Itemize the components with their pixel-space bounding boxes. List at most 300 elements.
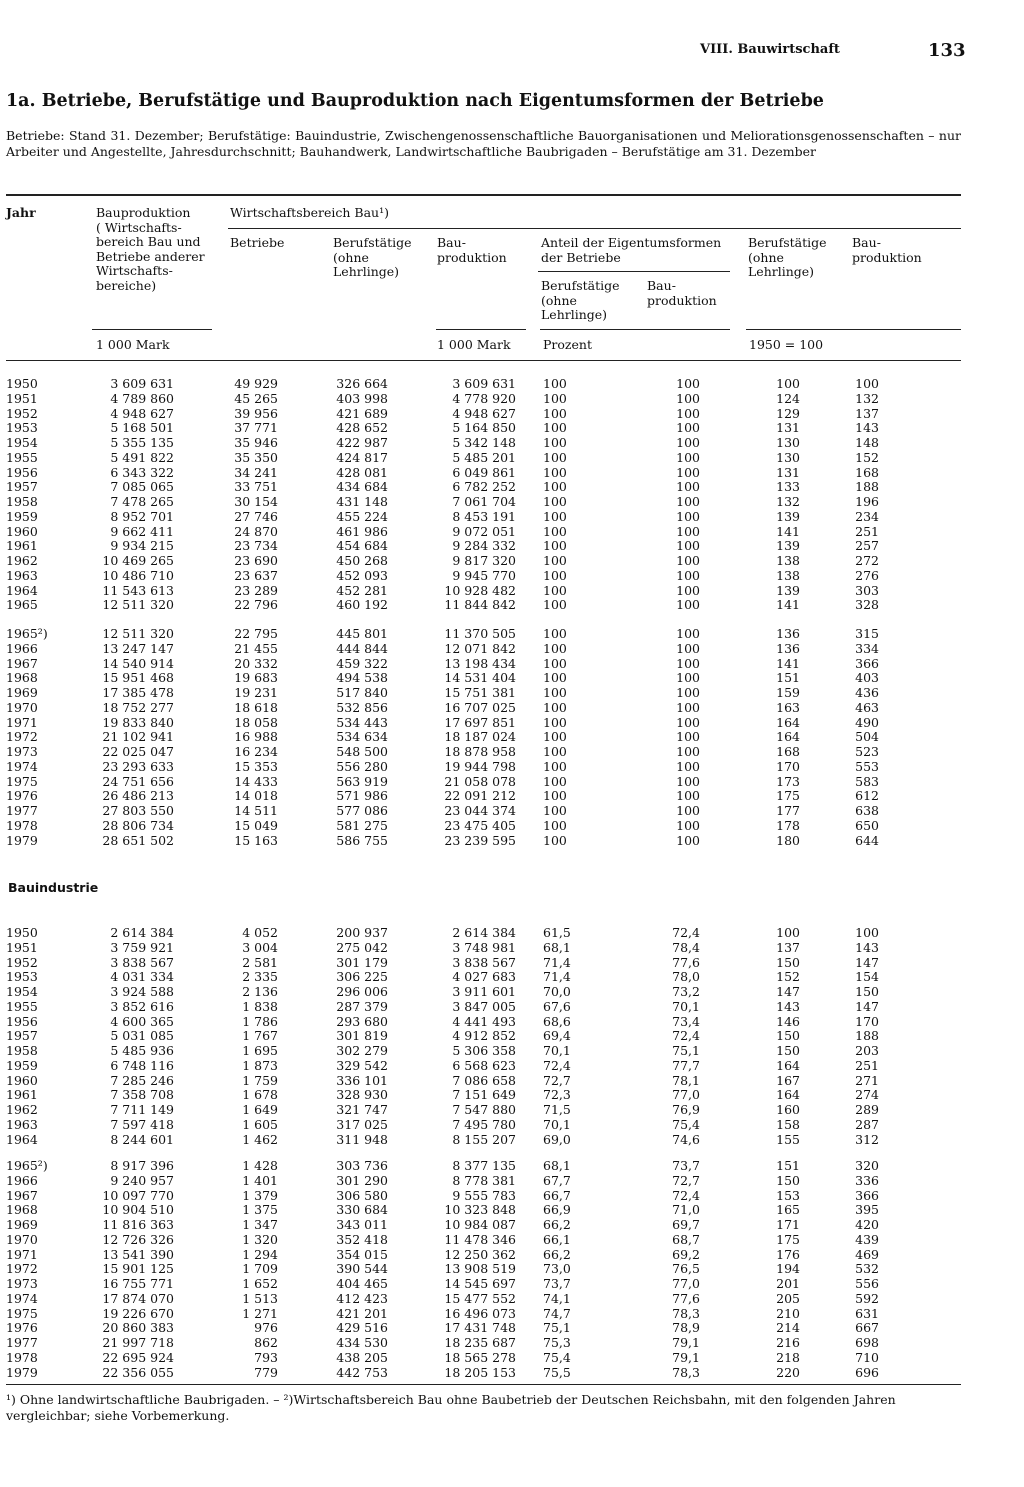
cell-anteil-berufstaetige: 70,0 [543, 984, 571, 999]
cell-anteil-berufstaetige: 66,7 [543, 1187, 571, 1203]
cell-anteil-berufstaetige: 100 [543, 832, 567, 848]
cell-anteil-berufstaetige: 68,1 [543, 939, 571, 955]
cell-anteil-berufstaetige: 71,4 [543, 969, 571, 985]
cell-bauproduktion: 10 984 087 [444, 1217, 516, 1232]
cell-index-bauproduktion: 147 [855, 998, 879, 1014]
cell-betriebe: 1 709 [242, 1261, 278, 1277]
cell-index-bauproduktion: 168 [855, 464, 879, 480]
cell-anteil-berufstaetige: 100 [543, 803, 567, 818]
cell-berufstaetige: 421 201 [336, 1305, 388, 1321]
cell-anteil-berufstaetige: 100 [543, 729, 567, 745]
cell-index-berufstaetige: 216 [776, 1335, 800, 1350]
cell-bauproduktion-gesamt: 10 904 510 [102, 1202, 174, 1218]
cell-berufstaetige: 431 148 [336, 494, 388, 509]
cell-index-bauproduktion: 100 [855, 376, 879, 391]
cell-jahr: 1966 [6, 640, 38, 656]
cell-betriebe: 1 649 [242, 1102, 278, 1117]
cell-index-bauproduktion: 274 [855, 1087, 879, 1103]
cell-index-berufstaetige: 147 [776, 984, 800, 999]
cell-anteil-bauproduktion: 100 [676, 494, 700, 509]
cell-anteil-berufstaetige: 100 [543, 508, 567, 524]
cell-berufstaetige: 303 736 [336, 1158, 388, 1173]
cell-jahr: 1977 [6, 1335, 38, 1350]
cell-index-berufstaetige: 158 [776, 1116, 800, 1132]
cell-jahr: 1962 [6, 553, 38, 568]
cell-betriebe: 1 294 [242, 1246, 278, 1262]
col-header-anteil: Anteil der Eigentumsformen der Betriebe [541, 235, 722, 265]
cell-betriebe: 49 929 [234, 376, 278, 391]
cell-index-berufstaetige: 168 [776, 744, 800, 759]
cell-betriebe: 1 271 [242, 1305, 278, 1321]
cell-bauproduktion: 9 072 051 [452, 523, 516, 539]
cell-anteil-bauproduktion: 100 [676, 464, 700, 480]
cell-bauproduktion: 12 250 362 [444, 1246, 516, 1262]
cell-betriebe: 1 786 [242, 1013, 278, 1029]
cell-anteil-berufstaetige: 72,4 [543, 1057, 571, 1073]
cell-berufstaetige: 317 025 [336, 1116, 388, 1132]
cell-betriebe: 23 734 [234, 538, 278, 554]
table-row [0, 569, 1024, 584]
cell-betriebe: 16 234 [234, 744, 278, 759]
table-row [0, 716, 1024, 731]
cell-index-bauproduktion: 188 [855, 479, 879, 495]
cell-bauproduktion-gesamt: 20 860 383 [102, 1320, 174, 1336]
cell-betriebe: 18 058 [234, 714, 278, 730]
table-row [0, 1174, 1024, 1189]
table-row [0, 495, 1024, 510]
cell-index-berufstaetige: 164 [776, 714, 800, 730]
cell-anteil-berufstaetige: 100 [543, 523, 567, 539]
table-block-total-1950-1965 [0, 377, 1024, 613]
table-row [0, 1133, 1024, 1148]
cell-betriebe: 2 136 [242, 984, 278, 999]
cell-index-berufstaetige: 205 [776, 1290, 800, 1306]
cell-index-berufstaetige: 163 [776, 699, 800, 715]
cell-jahr: 1974 [6, 758, 38, 774]
cell-bauproduktion: 14 545 697 [444, 1276, 516, 1291]
cell-jahr: 1975 [6, 773, 38, 789]
cell-berufstaetige: 534 634 [336, 729, 388, 745]
cell-bauproduktion-gesamt: 5 168 501 [110, 420, 174, 436]
cell-index-bauproduktion: 631 [855, 1305, 879, 1321]
cell-index-berufstaetige: 139 [776, 582, 800, 598]
cell-bauproduktion: 6 782 252 [452, 479, 516, 495]
cell-betriebe: 45 265 [234, 390, 278, 406]
table-row [0, 392, 1024, 407]
cell-index-berufstaetige: 167 [776, 1072, 800, 1088]
col-header-berufstaetige: Berufstätige (ohne Lehrlinge) [333, 235, 412, 279]
cell-betriebe: 1 652 [242, 1276, 278, 1291]
header-rule-anteil [538, 271, 730, 272]
cell-berufstaetige: 532 856 [336, 699, 388, 715]
cell-jahr: 1958 [6, 1043, 38, 1058]
cell-bauproduktion-gesamt: 7 285 246 [110, 1072, 174, 1088]
cell-index-bauproduktion: 532 [855, 1261, 879, 1277]
table-row [0, 451, 1024, 466]
cell-anteil-berufstaetige: 100 [543, 390, 567, 406]
cell-anteil-bauproduktion: 73,7 [672, 1158, 700, 1173]
cell-anteil-bauproduktion: 100 [676, 449, 700, 465]
cell-index-bauproduktion: 366 [855, 655, 879, 671]
cell-anteil-berufstaetige: 71,5 [543, 1102, 571, 1117]
footnotes: ¹) Ohne landwirtschaftliche Baubrigaden. – ²)Wirtschaftsbereich Bau ohne Baubetrieb der Deutschen Reichsbahn, mit den folgenden Jahren vergleichbar; siehe Vorbemerkung. [6, 1392, 896, 1423]
cell-betriebe: 1 320 [242, 1231, 278, 1247]
cell-bauproduktion-gesamt: 7 711 149 [110, 1102, 174, 1117]
cell-betriebe: 1 513 [242, 1290, 278, 1306]
cell-anteil-berufstaetige: 100 [543, 479, 567, 495]
cell-betriebe: 1 462 [242, 1131, 278, 1147]
cell-bauproduktion: 18 187 024 [444, 729, 516, 745]
cell-index-berufstaetige: 176 [776, 1246, 800, 1262]
cell-bauproduktion: 6 049 861 [452, 464, 516, 480]
cell-jahr: 1976 [6, 788, 38, 804]
cell-index-bauproduktion: 696 [855, 1364, 879, 1380]
cell-anteil-berufstaetige: 66,2 [543, 1217, 571, 1232]
table-row [0, 510, 1024, 525]
cell-berufstaetige: 517 840 [336, 685, 388, 700]
cell-index-bauproduktion: 336 [855, 1172, 879, 1188]
cell-jahr: 1950 [6, 925, 38, 940]
cell-index-berufstaetige: 132 [776, 494, 800, 509]
cell-index-berufstaetige: 173 [776, 773, 800, 789]
cell-jahr: 1956 [6, 1013, 38, 1029]
cell-anteil-bauproduktion: 100 [676, 626, 700, 641]
cell-bauproduktion: 9 284 332 [452, 538, 516, 554]
cell-bauproduktion: 5 342 148 [452, 435, 516, 450]
cell-bauproduktion: 13 908 519 [444, 1261, 516, 1277]
cell-bauproduktion-gesamt: 3 838 567 [110, 954, 174, 970]
cell-anteil-berufstaetige: 75,5 [543, 1364, 571, 1380]
cell-index-berufstaetige: 138 [776, 567, 800, 583]
cell-index-berufstaetige: 210 [776, 1305, 800, 1321]
cell-anteil-bauproduktion: 78,3 [672, 1305, 700, 1321]
cell-jahr: 1970 [6, 1231, 38, 1247]
cell-betriebe: 18 618 [234, 699, 278, 715]
cell-bauproduktion: 11 478 346 [444, 1231, 516, 1247]
cell-jahr: 1957 [6, 1028, 38, 1044]
cell-bauproduktion-gesamt: 11 543 613 [102, 582, 174, 598]
cell-jahr: 1951 [6, 390, 38, 406]
table-row [0, 956, 1024, 971]
cell-index-berufstaetige: 159 [776, 685, 800, 700]
cell-bauproduktion-gesamt: 13 541 390 [102, 1246, 174, 1262]
cell-index-bauproduktion: 650 [855, 817, 879, 833]
cell-berufstaetige: 452 093 [336, 567, 388, 583]
cell-index-berufstaetige: 100 [776, 925, 800, 940]
cell-index-berufstaetige: 194 [776, 1261, 800, 1277]
cell-anteil-berufstaetige: 69,0 [543, 1131, 571, 1147]
cell-index-bauproduktion: 556 [855, 1276, 879, 1291]
table-row [0, 1103, 1024, 1118]
cell-berufstaetige: 445 801 [336, 626, 388, 641]
cell-index-berufstaetige: 150 [776, 954, 800, 970]
cell-anteil-bauproduktion: 100 [676, 744, 700, 759]
cell-anteil-bauproduktion: 78,9 [672, 1320, 700, 1336]
cell-anteil-bauproduktion: 77,0 [672, 1087, 700, 1103]
table-row [0, 1088, 1024, 1103]
cell-index-berufstaetige: 175 [776, 788, 800, 804]
cell-betriebe: 1 767 [242, 1028, 278, 1044]
cell-betriebe: 35 350 [234, 449, 278, 465]
cell-index-bauproduktion: 276 [855, 567, 879, 583]
cell-index-bauproduktion: 303 [855, 582, 879, 598]
cell-bauproduktion-gesamt: 5 031 085 [110, 1028, 174, 1044]
cell-bauproduktion: 6 568 623 [452, 1057, 516, 1073]
cell-berufstaetige: 577 086 [336, 803, 388, 818]
cell-bauproduktion-gesamt: 16 755 771 [102, 1276, 174, 1291]
cell-index-berufstaetige: 171 [776, 1217, 800, 1232]
table-row [0, 1336, 1024, 1351]
cell-anteil-bauproduktion: 100 [676, 582, 700, 598]
cell-jahr: 1962 [6, 1102, 38, 1117]
cell-anteil-berufstaetige: 100 [543, 449, 567, 465]
cell-index-berufstaetige: 178 [776, 817, 800, 833]
cell-bauproduktion: 7 151 649 [452, 1087, 516, 1103]
cell-index-bauproduktion: 436 [855, 685, 879, 700]
cell-bauproduktion: 22 091 212 [444, 788, 516, 804]
cell-betriebe: 3 004 [242, 939, 278, 955]
cell-jahr: 1965²) [6, 1158, 48, 1173]
table-row [0, 1015, 1024, 1030]
cell-index-bauproduktion: 523 [855, 744, 879, 759]
table-block-total-1965-1979 [0, 627, 1024, 848]
cell-anteil-bauproduktion: 79,1 [672, 1349, 700, 1365]
cell-bauproduktion-gesamt: 17 385 478 [102, 685, 174, 700]
cell-bauproduktion-gesamt: 4 031 334 [110, 969, 174, 985]
cell-betriebe: 37 771 [234, 420, 278, 436]
cell-anteil-berufstaetige: 100 [543, 494, 567, 509]
cell-anteil-berufstaetige: 100 [543, 582, 567, 598]
cell-index-bauproduktion: 644 [855, 832, 879, 848]
cell-betriebe: 23 289 [234, 582, 278, 598]
cell-anteil-bauproduktion: 72,4 [672, 1028, 700, 1044]
cell-index-bauproduktion: 196 [855, 494, 879, 509]
cell-betriebe: 15 163 [234, 832, 278, 848]
cell-berufstaetige: 548 500 [336, 744, 388, 759]
cell-berufstaetige: 442 753 [336, 1364, 388, 1380]
cell-anteil-bauproduktion: 100 [676, 714, 700, 730]
table-block-bauindustrie-1965-1979 [0, 1159, 1024, 1380]
cell-berufstaetige: 403 998 [336, 390, 388, 406]
table-row [0, 1074, 1024, 1089]
cell-berufstaetige: 438 205 [336, 1349, 388, 1365]
cell-jahr: 1965²) [6, 626, 48, 641]
cell-bauproduktion-gesamt: 7 597 418 [110, 1116, 174, 1132]
table-row [0, 775, 1024, 790]
cell-anteil-bauproduktion: 78,3 [672, 1364, 700, 1380]
cell-index-berufstaetige: 175 [776, 1231, 800, 1247]
cell-betriebe: 862 [254, 1335, 278, 1350]
cell-bauproduktion-gesamt: 3 609 631 [110, 376, 174, 391]
cell-anteil-berufstaetige: 100 [543, 626, 567, 641]
table-row [0, 985, 1024, 1000]
cell-berufstaetige: 343 011 [336, 1217, 388, 1232]
cell-index-bauproduktion: 395 [855, 1202, 879, 1218]
cell-bauproduktion: 16 707 025 [444, 699, 516, 715]
cell-anteil-bauproduktion: 100 [676, 435, 700, 450]
cell-berufstaetige: 306 225 [336, 969, 388, 985]
cell-bauproduktion: 11 370 505 [444, 626, 516, 641]
cell-berufstaetige: 321 747 [336, 1102, 388, 1117]
cell-bauproduktion-gesamt: 22 356 055 [102, 1364, 174, 1380]
cell-berufstaetige: 450 268 [336, 553, 388, 568]
col-header-jahr: Jahr [6, 205, 36, 220]
cell-index-bauproduktion: 403 [855, 670, 879, 686]
cell-anteil-berufstaetige: 100 [543, 597, 567, 613]
table-block-bauindustrie-1950-1964 [0, 926, 1024, 1147]
section-label-bauindustrie: Bauindustrie [8, 880, 99, 895]
cell-berufstaetige: 581 275 [336, 817, 388, 833]
cell-index-bauproduktion: 287 [855, 1116, 879, 1132]
cell-index-berufstaetige: 143 [776, 998, 800, 1014]
table-title: 1a. Betriebe, Berufstätige und Bauproduktion nach Eigentumsformen der Betriebe [6, 91, 824, 111]
cell-bauproduktion: 2 614 384 [452, 925, 516, 940]
cell-betriebe: 4 052 [242, 925, 278, 940]
cell-bauproduktion-gesamt: 19 833 840 [102, 714, 174, 730]
cell-jahr: 1951 [6, 939, 38, 955]
cell-index-berufstaetige: 131 [776, 420, 800, 436]
cell-jahr: 1969 [6, 685, 38, 700]
table-row [0, 480, 1024, 495]
cell-bauproduktion-gesamt: 10 486 710 [102, 567, 174, 583]
header-rule-units-index [746, 329, 961, 330]
header-rule-units-mid [436, 329, 526, 330]
cell-index-bauproduktion: 366 [855, 1187, 879, 1203]
cell-bauproduktion: 13 198 434 [444, 655, 516, 671]
table-row [0, 1118, 1024, 1133]
cell-index-bauproduktion: 234 [855, 508, 879, 524]
cell-bauproduktion: 5 164 850 [452, 420, 516, 436]
cell-bauproduktion: 7 495 780 [452, 1116, 516, 1132]
cell-berufstaetige: 428 081 [336, 464, 388, 480]
cell-berufstaetige: 421 689 [336, 405, 388, 421]
cell-jahr: 1960 [6, 523, 38, 539]
cell-jahr: 1959 [6, 1057, 38, 1073]
cell-index-berufstaetige: 139 [776, 508, 800, 524]
cell-bauproduktion-gesamt: 3 759 921 [110, 939, 174, 955]
cell-betriebe: 1 428 [242, 1158, 278, 1173]
cell-bauproduktion-gesamt: 6 343 322 [110, 464, 174, 480]
cell-anteil-berufstaetige: 100 [543, 567, 567, 583]
cell-betriebe: 779 [254, 1364, 278, 1380]
cell-anteil-bauproduktion: 100 [676, 788, 700, 804]
cell-berufstaetige: 434 684 [336, 479, 388, 495]
cell-index-bauproduktion: 320 [855, 1158, 879, 1173]
cell-index-berufstaetige: 150 [776, 1043, 800, 1058]
cell-anteil-bauproduktion: 72,7 [672, 1172, 700, 1188]
cell-jahr: 1963 [6, 1116, 38, 1132]
cell-bauproduktion: 11 844 842 [444, 597, 516, 613]
cell-bauproduktion-gesamt: 21 997 718 [102, 1335, 174, 1350]
cell-anteil-bauproduktion: 79,1 [672, 1335, 700, 1350]
header-rule-units-right [540, 329, 730, 330]
cell-jahr: 1968 [6, 670, 38, 686]
table-row [0, 1262, 1024, 1277]
cell-index-bauproduktion: 463 [855, 699, 879, 715]
cell-bauproduktion-gesamt: 27 803 550 [102, 803, 174, 818]
cell-betriebe: 34 241 [234, 464, 278, 480]
cell-jahr: 1966 [6, 1172, 38, 1188]
cell-betriebe: 35 946 [234, 435, 278, 450]
cell-anteil-bauproduktion: 69,2 [672, 1246, 700, 1262]
cell-bauproduktion: 7 061 704 [452, 494, 516, 509]
cell-bauproduktion-gesamt: 10 469 265 [102, 553, 174, 568]
cell-jahr: 1954 [6, 435, 38, 450]
table-row [0, 421, 1024, 436]
cell-index-berufstaetige: 160 [776, 1102, 800, 1117]
cell-bauproduktion: 23 475 405 [444, 817, 516, 833]
table-row [0, 926, 1024, 941]
cell-index-berufstaetige: 141 [776, 655, 800, 671]
cell-jahr: 1970 [6, 699, 38, 715]
cell-bauproduktion-gesamt: 7 085 065 [110, 479, 174, 495]
cell-index-berufstaetige: 150 [776, 1172, 800, 1188]
cell-index-bauproduktion: 612 [855, 788, 879, 804]
cell-bauproduktion: 7 086 658 [452, 1072, 516, 1088]
cell-index-bauproduktion: 592 [855, 1290, 879, 1306]
cell-bauproduktion: 21 058 078 [444, 773, 516, 789]
cell-jahr: 1955 [6, 449, 38, 465]
cell-betriebe: 1 379 [242, 1187, 278, 1203]
table-row [0, 1044, 1024, 1059]
cell-betriebe: 19 683 [234, 670, 278, 686]
cell-bauproduktion: 5 485 201 [452, 449, 516, 465]
cell-bauproduktion-gesamt: 7 478 265 [110, 494, 174, 509]
cell-bauproduktion-gesamt: 21 102 941 [102, 729, 174, 745]
cell-anteil-bauproduktion: 100 [676, 390, 700, 406]
cell-berufstaetige: 460 192 [336, 597, 388, 613]
col-header-betriebe: Betriebe [230, 235, 285, 250]
cell-bauproduktion: 3 911 601 [452, 984, 516, 999]
cell-betriebe: 30 154 [234, 494, 278, 509]
cell-anteil-bauproduktion: 73,4 [672, 1013, 700, 1029]
cell-jahr: 1975 [6, 1305, 38, 1321]
cell-bauproduktion: 18 878 958 [444, 744, 516, 759]
table-row [0, 554, 1024, 569]
cell-index-bauproduktion: 710 [855, 1349, 879, 1365]
cell-berufstaetige: 422 987 [336, 435, 388, 450]
cell-index-berufstaetige: 130 [776, 449, 800, 465]
table-row [0, 407, 1024, 422]
cell-jahr: 1953 [6, 420, 38, 436]
cell-index-bauproduktion: 490 [855, 714, 879, 730]
cell-anteil-berufstaetige: 67,6 [543, 998, 571, 1014]
cell-bauproduktion: 3 609 631 [452, 376, 516, 391]
cell-index-berufstaetige: 141 [776, 597, 800, 613]
cell-anteil-bauproduktion: 100 [676, 729, 700, 745]
cell-bauproduktion-gesamt: 8 917 396 [110, 1158, 174, 1173]
cell-index-bauproduktion: 251 [855, 523, 879, 539]
cell-bauproduktion: 3 847 005 [452, 998, 516, 1014]
cell-index-berufstaetige: 151 [776, 1158, 800, 1173]
cell-index-bauproduktion: 147 [855, 954, 879, 970]
table-row [0, 834, 1024, 849]
cell-index-bauproduktion: 667 [855, 1320, 879, 1336]
cell-anteil-berufstaetige: 68,6 [543, 1013, 571, 1029]
cell-bauproduktion: 23 239 595 [444, 832, 516, 848]
cell-index-bauproduktion: 143 [855, 420, 879, 436]
cell-anteil-bauproduktion: 75,4 [672, 1116, 700, 1132]
cell-index-bauproduktion: 315 [855, 626, 879, 641]
cell-berufstaetige: 429 516 [336, 1320, 388, 1336]
cell-bauproduktion-gesamt: 5 485 936 [110, 1043, 174, 1058]
cell-index-bauproduktion: 420 [855, 1217, 879, 1232]
cell-index-bauproduktion: 132 [855, 390, 879, 406]
cell-berufstaetige: 404 465 [336, 1276, 388, 1291]
cell-bauproduktion: 4 912 852 [452, 1028, 516, 1044]
cell-index-bauproduktion: 251 [855, 1057, 879, 1073]
col-header-index-berufstaetige: Berufstätige (ohne Lehrlinge) [748, 235, 827, 279]
